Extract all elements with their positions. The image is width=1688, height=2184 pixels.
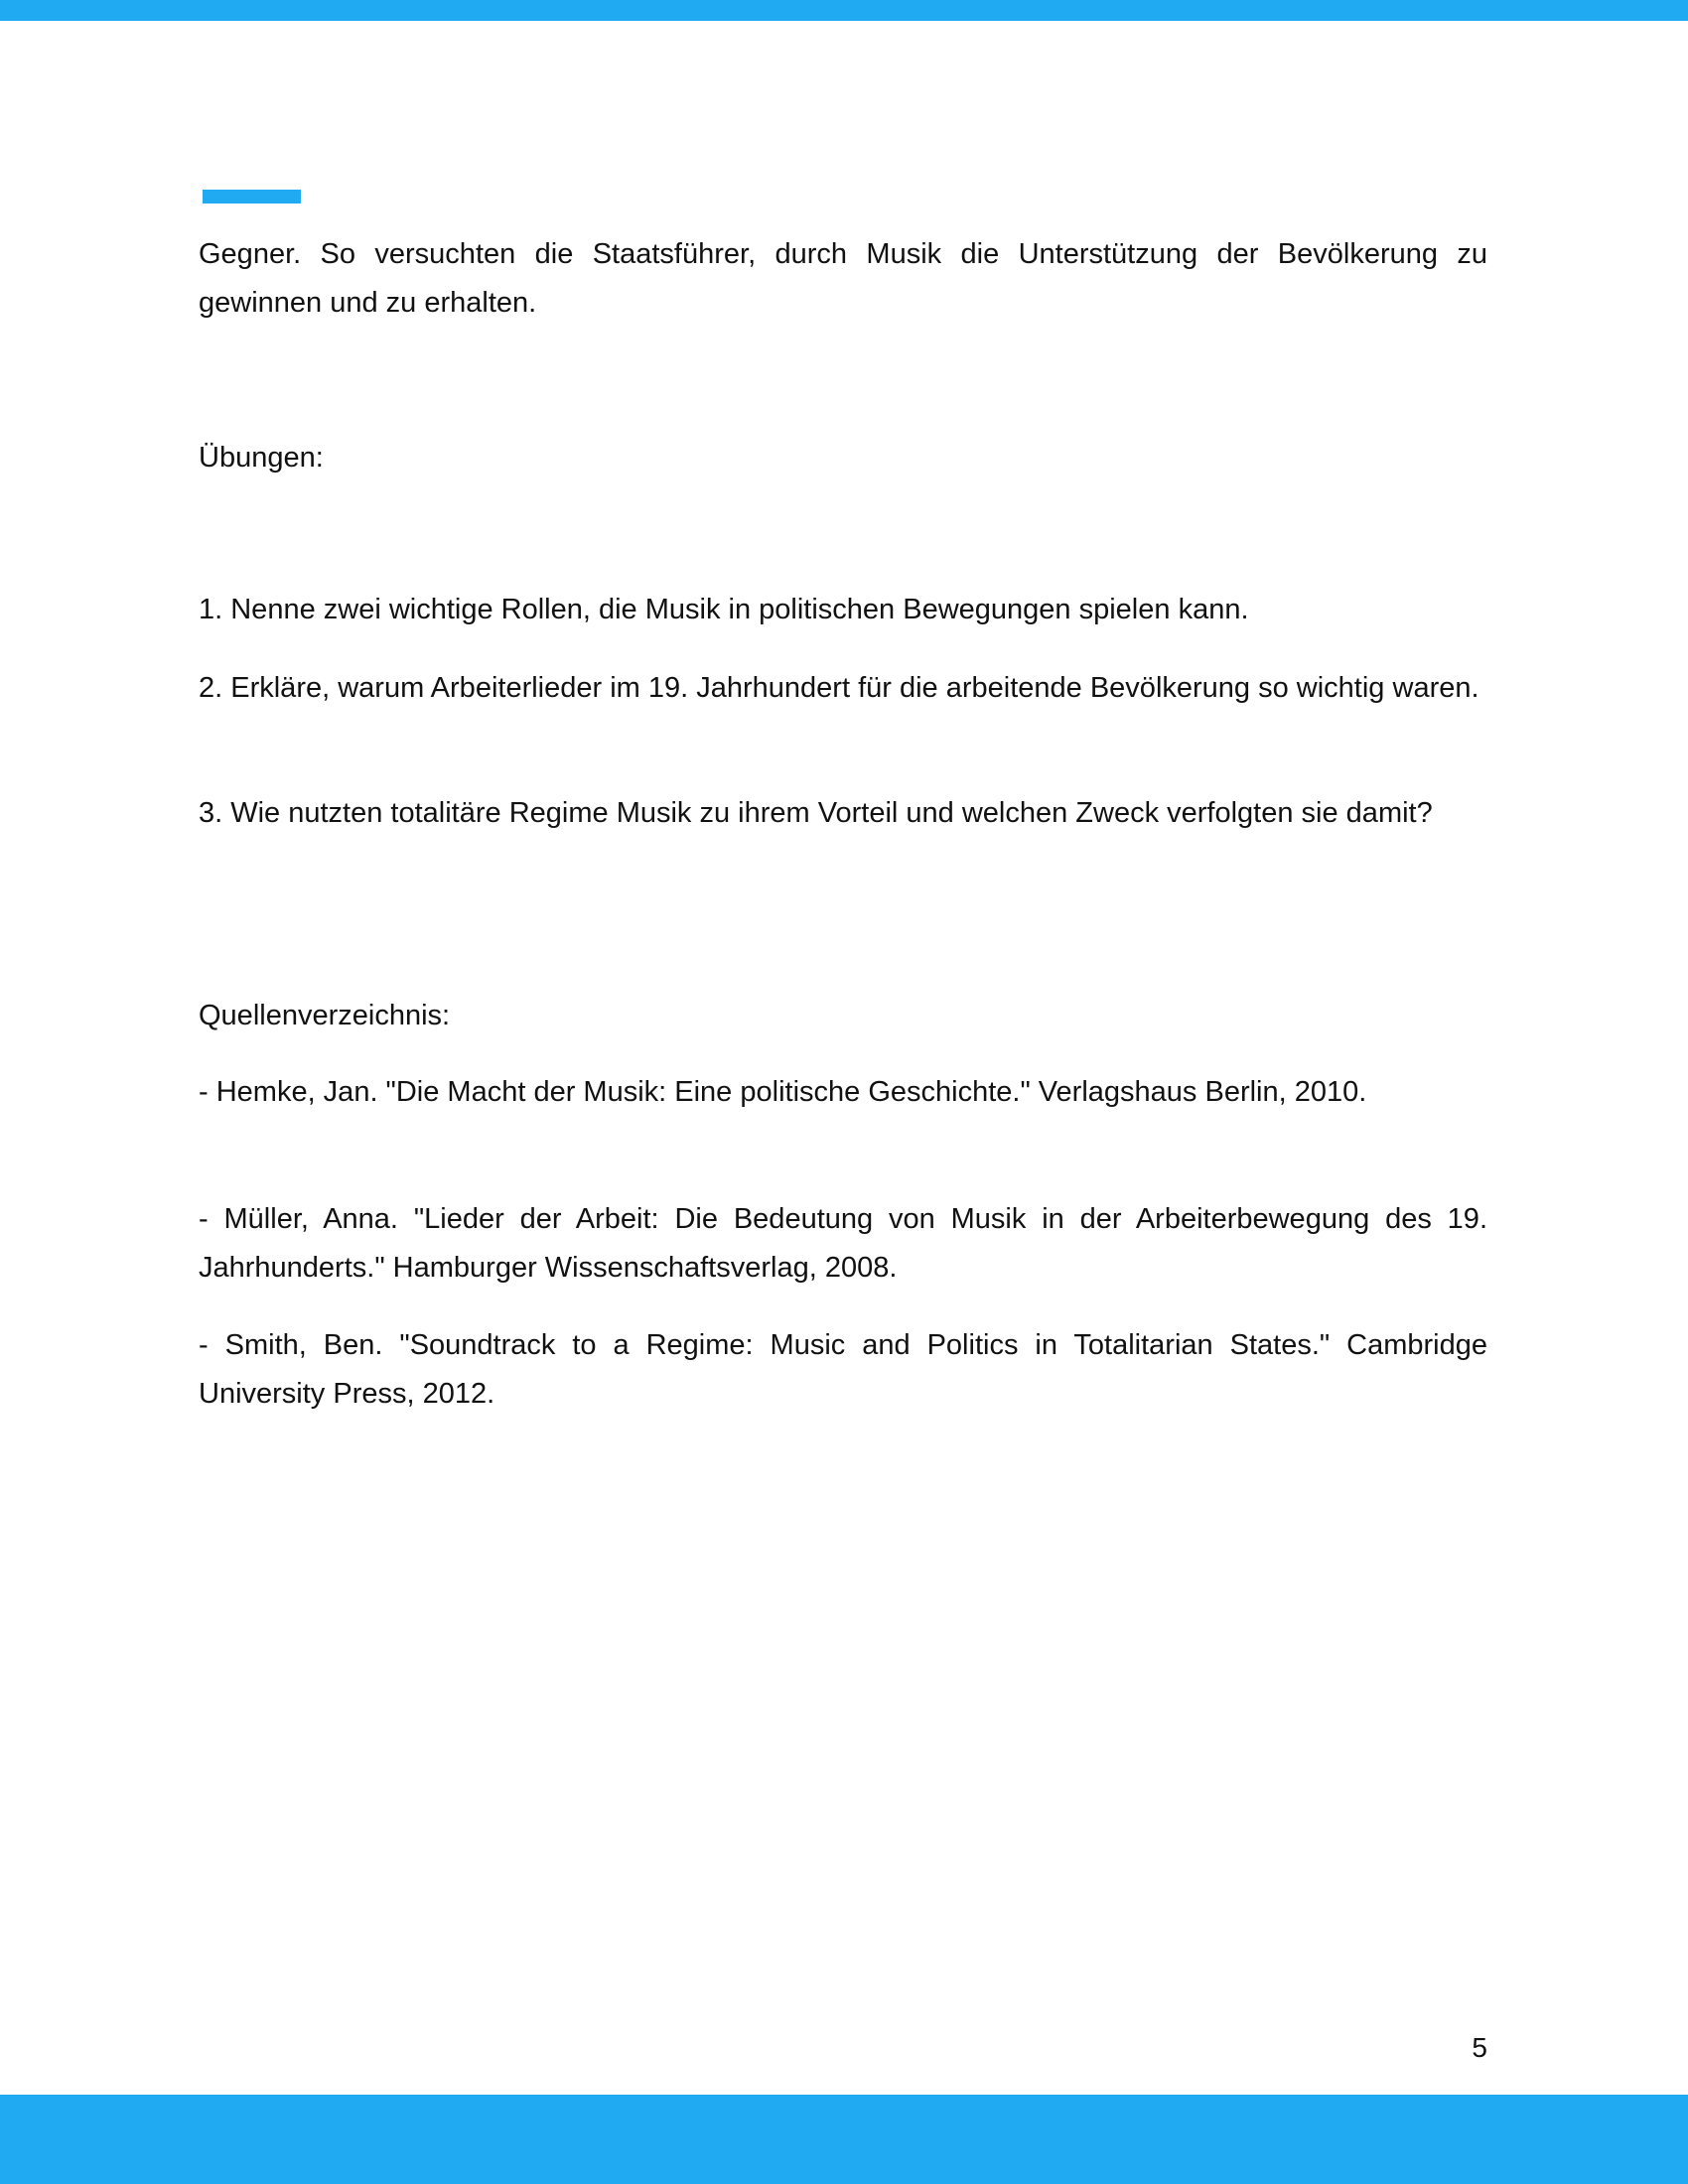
exercise-item-3: 3. Wie nutzten totalitäre Regime Musik zu ihrem Vorteil und welchen Zweck verfolgten sie damit? [199, 797, 1433, 829]
header-accent-band [0, 0, 1688, 21]
references-heading: Quellenverzeichnis: [199, 1000, 451, 1031]
reference-item-2: - Müller, Anna. "Lieder der Arbeit: Die Bedeutung von Musik in der Arbeiterbewegung des 19. Jahrhunderts." Hamburger Wissenschaftsverlag, 2008. [199, 1203, 1487, 1284]
section-accent-marker [203, 190, 301, 204]
page-number: 5 [1472, 2032, 1487, 2063]
reference-item-1: - Hemke, Jan. "Die Macht der Musik: Eine politische Geschichte." Verlagshaus Berlin, 2010. [199, 1076, 1367, 1108]
reference-item-3: - Smith, Ben. "Soundtrack to a Regime: Music and Politics in Totalitarian States." Cambridge University Press, 2012. [199, 1329, 1487, 1410]
intro-paragraph: Gegner. So versuchten die Staatsführer, durch Musik die Unterstützung der Bevölkerung zu gewinnen und zu erhalten. [199, 238, 1487, 319]
exercises-heading: Übungen: [199, 442, 324, 474]
footer-accent-band [0, 2095, 1688, 2184]
exercise-item-1: 1. Nenne zwei wichtige Rollen, die Musik in politischen Bewegungen spielen kann. [199, 594, 1249, 625]
exercise-item-2: 2. Erkläre, warum Arbeiterlieder im 19. Jahrhundert für die arbeitende Bevölkerung so wichtig waren. [199, 672, 1479, 704]
